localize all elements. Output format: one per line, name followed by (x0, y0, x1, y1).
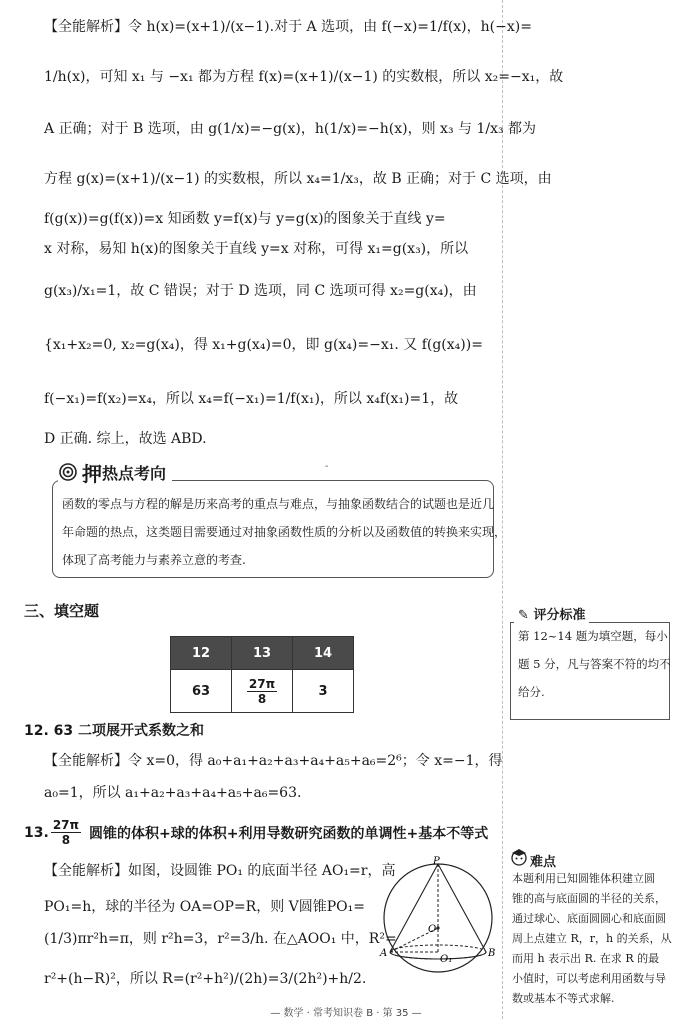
score-text-2: 题 5 分，凡与答案不符的均不 (518, 657, 671, 671)
q13-line-4: r²+(h−R)²，所以 R=(r²+h²)/(2h)=3/(2h²)+h/2. (44, 971, 367, 987)
nandian-text-6: 小值时，可以考虑利用函数与导 (512, 972, 666, 985)
label-O: O (428, 924, 437, 935)
solution-line-4: 方程 g(x)=(x+1)/(x−1) 的实数根，所以 x₄=1/x₃，故 B 正确；对于 C 选项，由 (44, 171, 552, 187)
answer-table (170, 636, 354, 713)
score-title-text: 评分标准 (533, 608, 586, 623)
answer-12: 63 (171, 670, 232, 713)
score-text-1: 第 12~14 题为填空题，每小 (518, 629, 668, 643)
answer-14: 3 (293, 670, 354, 713)
label-A: A (380, 948, 388, 959)
q13-answer-den: 8 (61, 833, 71, 847)
solution-line-7: g(x₃)/x₁=1，故 C 错误；对于 D 选项，同 C 选项可得 x₂=g(x₄)，由 (44, 283, 477, 299)
answer-header-13: 13 (232, 637, 293, 670)
answer-13 (232, 670, 293, 713)
label-P: P (433, 856, 440, 867)
q13-answer-num: 27π (52, 818, 80, 832)
student-icon (508, 846, 530, 868)
hot-topic-title (58, 461, 172, 486)
column-divider (502, 0, 503, 1019)
target-icon (58, 462, 78, 482)
hot-topic-label: 热点考向 (102, 463, 167, 483)
answer-13-fraction (247, 677, 277, 706)
q12-heading: 12. 63 二项展开式系数之和 (24, 723, 205, 739)
answer-13-den: 8 (257, 691, 267, 706)
nandian-text-5: 而用 h 表示出 R. 在求 R 的最 (512, 952, 660, 965)
q13-line-1: 【全能解析】如图，设圆锥 PO₁ 的底面半径 AO₁=r，高 (44, 863, 396, 879)
nandian-text-4: 周上点建立 R，r，h 的关系，从 (512, 932, 672, 945)
hot-topic-text-3: 体现了高考能力与素养立意的考查. (62, 553, 246, 567)
q13-number: 13. (24, 824, 49, 841)
q13-answer-fraction (51, 818, 81, 847)
solution-line-2: 1/h(x)，可知 x₁ 与 −x₁ 都为方程 f(x)=(x+1)/(x−1) 的实数根，所以 x₂=−x₁，故 (44, 69, 564, 85)
solution-line-6: x 对称，易知 h(x)的图象关于直线 y=x 对称，可得 x₁=g(x₃)，所以 (44, 241, 469, 257)
nandian-text-1: 本题利用已知圆锥体积建立圆 (512, 872, 655, 885)
answer-13-num: 27π (248, 676, 276, 691)
label-O1: O₁ (440, 954, 453, 965)
solution-line-5: f(g(x))=g(f(x))=x 知函数 y=f(x)与 y=g(x)的图象关于直线 y= (44, 211, 446, 227)
q12-line-2: a₀=1，所以 a₁+a₂+a₃+a₄+a₅+a₆=63. (44, 785, 302, 801)
hot-topic-ya: 押 (82, 461, 102, 486)
page-footer: — 数学 · 常考知识卷 B · 第 35 — (270, 1008, 422, 1019)
section-title: 三、填空题 (24, 602, 100, 620)
pencil-icon: ✎ (518, 608, 529, 623)
answer-header-12: 12 (171, 637, 232, 670)
nandian-text-3: 通过球心、底面圆圆心和底面圆 (512, 912, 666, 925)
score-title (514, 604, 589, 623)
answer-header-14: 14 (293, 637, 354, 670)
q13-line-2: PO₁=h，球的半径为 OA=OP=R，则 V圆锥PO₁= (44, 899, 365, 915)
scan-mark: - (325, 461, 329, 472)
solution-line-8: {x₁+x₂=0, x₂=g(x₄)，得 x₁+g(x₄)=0，即 g(x₄)=−x₁. 又 f(g(x₄))= (44, 337, 483, 353)
solution-line-1: 【全能解析】令 h(x)=(x+1)/(x−1).对于 A 选项，由 f(−x)=1/f(x)，h(−x)= (44, 19, 532, 35)
nandian-text-7: 数或基本不等式求解. (512, 992, 615, 1005)
q12-line-1: 【全能解析】令 x=0，得 a₀+a₁+a₂+a₃+a₄+a₅+a₆=2⁶；令 x=−1，得 (44, 753, 503, 769)
solution-line-3: A 正确；对于 B 选项，由 g(1/x)=−g(x)，h(1/x)=−h(x)，则 x₃ 与 1/x₃ 都为 (44, 121, 537, 137)
q13-heading (24, 818, 488, 847)
cone-sphere-figure (378, 856, 500, 980)
hot-topic-text-2: 年命题的热点，这类题目需要通过对抽象函数性质的分析以及函数值的转换来实现， (62, 525, 507, 539)
nandian-text-2: 锥的高与底面圆的半径的关系， (512, 892, 666, 905)
hot-topic-text-1: 函数的零点与方程的解是历来高考的重点与难点，与抽象函数结合的试题也是近几 (62, 497, 495, 511)
solution-line-9: f(−x₁)=f(x₂)=x₄，所以 x₄=f(−x₁)=1/f(x₁)，所以 x₄f(x₁)=1，故 (44, 391, 459, 407)
score-text-3: 给分. (518, 685, 545, 699)
q13-topic: 圆锥的体积+球的体积+利用导数研究函数的单调性+基本不等式 (89, 825, 489, 842)
q13-line-3: (1/3)πr²h=π，则 r²h=3，r²=3/h. 在△AOO₁ 中，R²= (44, 931, 397, 947)
label-B: B (488, 948, 496, 959)
nandian-title: 难点 (530, 855, 557, 870)
solution-line-10: D 正确. 综上，故选 ABD. (44, 431, 207, 447)
